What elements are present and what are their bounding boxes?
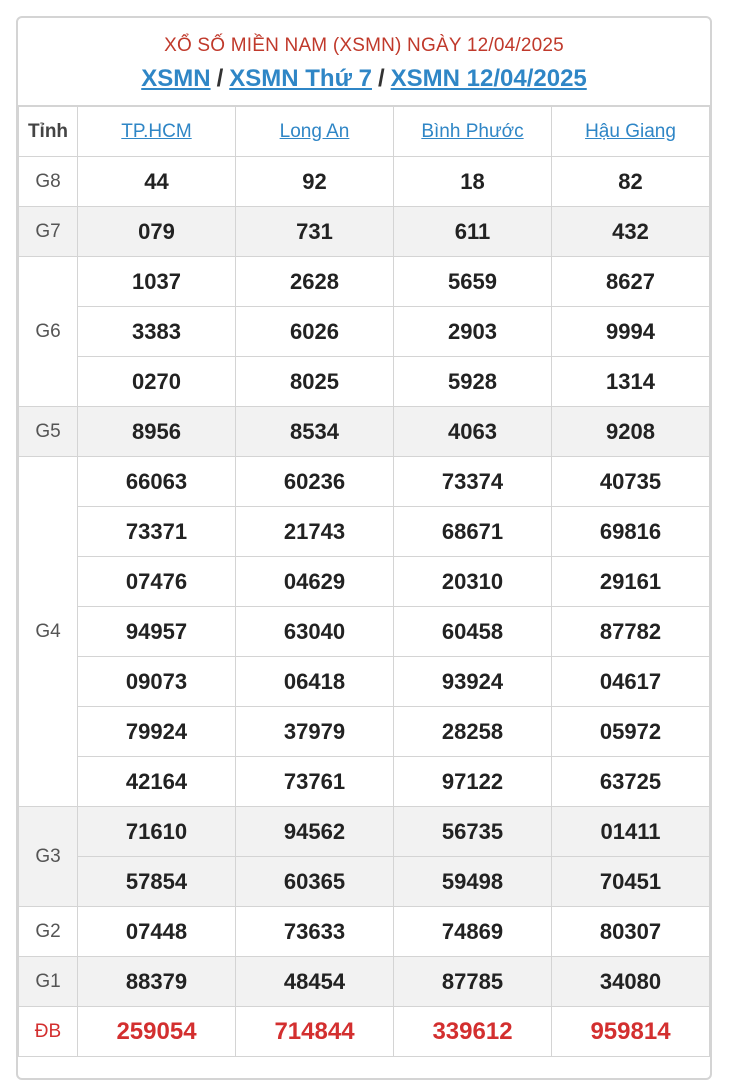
prize-number: 07448 bbox=[78, 907, 236, 957]
table-row bbox=[19, 957, 710, 1007]
prize-label: G3 bbox=[19, 807, 78, 907]
prize-number: 0270 bbox=[78, 357, 236, 407]
table-row bbox=[19, 157, 710, 207]
prize-number: 6026 bbox=[236, 307, 394, 357]
prize-number: 94957 bbox=[78, 607, 236, 657]
link-xsmn-date[interactable]: XSMN 12/04/2025 bbox=[390, 65, 587, 92]
prize-number: 59498 bbox=[394, 857, 552, 907]
table-header-row bbox=[19, 107, 710, 157]
prize-number: 18 bbox=[394, 157, 552, 207]
prize-label: G8 bbox=[19, 157, 78, 207]
prize-number: 079 bbox=[78, 207, 236, 257]
prize-number: 66063 bbox=[78, 457, 236, 507]
prize-number: 80307 bbox=[552, 907, 710, 957]
province-header bbox=[78, 107, 236, 157]
table-row bbox=[19, 257, 710, 307]
prize-number: 63725 bbox=[552, 757, 710, 807]
table-row bbox=[19, 857, 710, 907]
prize-number: 339612 bbox=[394, 1007, 552, 1057]
prize-number: 88379 bbox=[78, 957, 236, 1007]
table-row bbox=[19, 757, 710, 807]
prize-number: 73633 bbox=[236, 907, 394, 957]
table-row bbox=[19, 907, 710, 957]
table-row bbox=[19, 657, 710, 707]
province-column-header: Tỉnh bbox=[19, 107, 78, 157]
table-row bbox=[19, 407, 710, 457]
prize-number: 06418 bbox=[236, 657, 394, 707]
prize-number: 28258 bbox=[394, 707, 552, 757]
results-table bbox=[18, 106, 710, 1057]
prize-number: 04617 bbox=[552, 657, 710, 707]
table-row bbox=[19, 457, 710, 507]
prize-number: 2903 bbox=[394, 307, 552, 357]
prize-number: 56735 bbox=[394, 807, 552, 857]
prize-number: 9208 bbox=[552, 407, 710, 457]
prize-number: 87782 bbox=[552, 607, 710, 657]
prize-number: 60236 bbox=[236, 457, 394, 507]
link-xsmn[interactable]: XSMN bbox=[141, 65, 211, 92]
prize-label: G7 bbox=[19, 207, 78, 257]
prize-number: 73761 bbox=[236, 757, 394, 807]
breadcrumb-separator: / bbox=[216, 65, 224, 92]
prize-number: 79924 bbox=[78, 707, 236, 757]
prize-number: 94562 bbox=[236, 807, 394, 857]
prize-number: 1314 bbox=[552, 357, 710, 407]
prize-number: 07476 bbox=[78, 557, 236, 607]
prize-number: 87785 bbox=[394, 957, 552, 1007]
province-link-long-an[interactable]: Long An bbox=[279, 120, 350, 142]
prize-number: 4063 bbox=[394, 407, 552, 457]
table-row bbox=[19, 707, 710, 757]
prize-number: 959814 bbox=[552, 1007, 710, 1057]
prize-number: 8956 bbox=[78, 407, 236, 457]
prize-number: 63040 bbox=[236, 607, 394, 657]
prize-number: 5659 bbox=[394, 257, 552, 307]
prize-label: G4 bbox=[19, 457, 78, 807]
prize-number: 8534 bbox=[236, 407, 394, 457]
prize-number: 20310 bbox=[394, 557, 552, 607]
prize-number: 04629 bbox=[236, 557, 394, 607]
table-row bbox=[19, 607, 710, 657]
prize-number: 37979 bbox=[236, 707, 394, 757]
prize-number: 2628 bbox=[236, 257, 394, 307]
prize-number: 21743 bbox=[236, 507, 394, 557]
table-row bbox=[19, 807, 710, 857]
table-row bbox=[19, 357, 710, 407]
prize-number: 432 bbox=[552, 207, 710, 257]
prize-number: 5928 bbox=[394, 357, 552, 407]
prize-label: ĐB bbox=[19, 1007, 78, 1057]
prize-label: G6 bbox=[19, 257, 78, 407]
prize-number: 60458 bbox=[394, 607, 552, 657]
page-title: XỔ SỐ MIỀN NAM (XSMN) NGÀY 12/04/2025 bbox=[164, 35, 564, 56]
prize-number: 01411 bbox=[552, 807, 710, 857]
province-link-binh-phuoc[interactable]: Bình Phước bbox=[421, 120, 524, 142]
prize-number: 48454 bbox=[236, 957, 394, 1007]
breadcrumb bbox=[18, 64, 710, 94]
prize-number: 40735 bbox=[552, 457, 710, 507]
prize-number: 1037 bbox=[78, 257, 236, 307]
prize-number: 70451 bbox=[552, 857, 710, 907]
prize-body bbox=[19, 157, 710, 1057]
table-row bbox=[19, 1007, 710, 1057]
prize-number: 93924 bbox=[394, 657, 552, 707]
table-row bbox=[19, 507, 710, 557]
prize-number: 71610 bbox=[78, 807, 236, 857]
results-header bbox=[18, 18, 710, 106]
prize-label: G2 bbox=[19, 907, 78, 957]
prize-number: 82 bbox=[552, 157, 710, 207]
prize-number: 611 bbox=[394, 207, 552, 257]
prize-number: 259054 bbox=[78, 1007, 236, 1057]
province-link-hau-giang[interactable]: Hậu Giang bbox=[585, 120, 676, 142]
prize-number: 8025 bbox=[236, 357, 394, 407]
breadcrumb-separator: / bbox=[377, 65, 385, 92]
prize-number: 3383 bbox=[78, 307, 236, 357]
province-header bbox=[552, 107, 710, 157]
province-link-tphcm[interactable]: TP.HCM bbox=[121, 120, 192, 142]
prize-number: 92 bbox=[236, 157, 394, 207]
prize-number: 97122 bbox=[394, 757, 552, 807]
prize-number: 60365 bbox=[236, 857, 394, 907]
prize-number: 74869 bbox=[394, 907, 552, 957]
province-header bbox=[394, 107, 552, 157]
prize-number: 34080 bbox=[552, 957, 710, 1007]
results-card bbox=[16, 16, 712, 1080]
prize-number: 29161 bbox=[552, 557, 710, 607]
prize-number: 73374 bbox=[394, 457, 552, 507]
prize-number: 69816 bbox=[552, 507, 710, 557]
prize-number: 73371 bbox=[78, 507, 236, 557]
link-xsmn-thu7[interactable]: XSMN Thứ 7 bbox=[229, 65, 372, 92]
table-row bbox=[19, 207, 710, 257]
prize-number: 44 bbox=[78, 157, 236, 207]
prize-number: 8627 bbox=[552, 257, 710, 307]
prize-number: 68671 bbox=[394, 507, 552, 557]
prize-number: 57854 bbox=[78, 857, 236, 907]
prize-number: 09073 bbox=[78, 657, 236, 707]
table-row bbox=[19, 557, 710, 607]
table-row bbox=[19, 307, 710, 357]
prize-number: 714844 bbox=[236, 1007, 394, 1057]
prize-number: 9994 bbox=[552, 307, 710, 357]
prize-label: G1 bbox=[19, 957, 78, 1007]
prize-number: 42164 bbox=[78, 757, 236, 807]
prize-number: 05972 bbox=[552, 707, 710, 757]
province-header bbox=[236, 107, 394, 157]
prize-number: 731 bbox=[236, 207, 394, 257]
prize-label: G5 bbox=[19, 407, 78, 457]
